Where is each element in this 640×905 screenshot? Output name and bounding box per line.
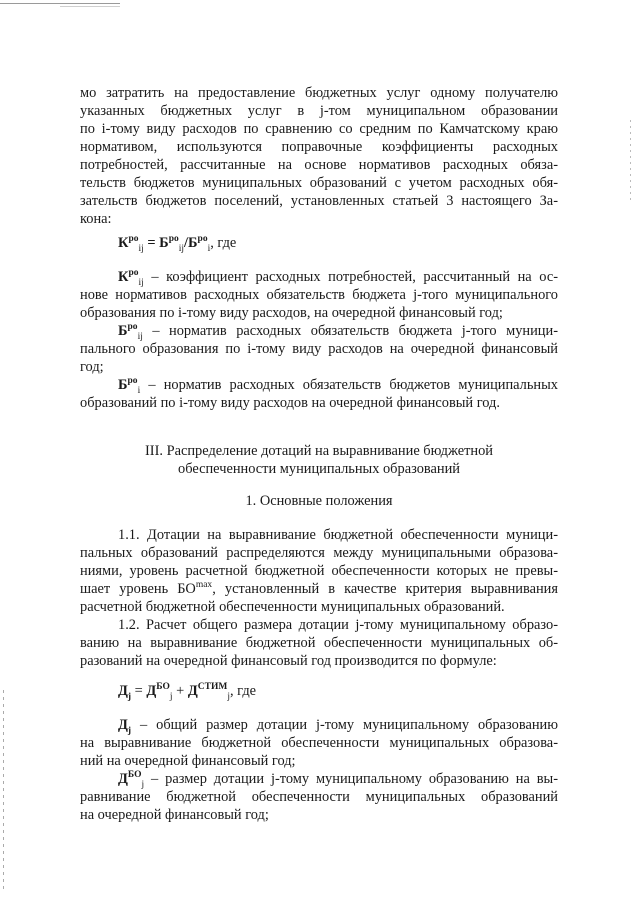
- text-line: [80, 580, 558, 598]
- formula-symbol: Д: [187, 683, 198, 699]
- formula-operator: /: [184, 235, 189, 251]
- definitions-d: [80, 716, 558, 824]
- definition-line: [80, 268, 558, 286]
- formula-sup: ро: [197, 234, 208, 245]
- scan-artifact-line: [60, 6, 120, 7]
- formula-k: [118, 234, 418, 252]
- text-line: кона:: [80, 211, 112, 227]
- term-sub: ij: [137, 331, 143, 342]
- term-symbol: Б: [118, 377, 128, 393]
- subsection-heading: [80, 492, 558, 510]
- text-line: образования по i-тому виду расходов, на очередной финансовый год;: [80, 305, 503, 321]
- formula-sub: i: [207, 243, 211, 254]
- scan-artifact-edge: [3, 690, 4, 890]
- text-line: 1.2. Расчет общего размера дотации j-тому муниципальному образо-: [118, 617, 558, 633]
- text-line: на очередной финансовый год;: [80, 807, 269, 823]
- definition-text: – коэффициент расходных потребностей, рассчитанный на ос-: [143, 269, 558, 285]
- term-symbol: Д: [118, 771, 128, 787]
- text-sup: max: [195, 580, 213, 591]
- text-line: пального образования по i-тому виду расходов на очередной финансовый: [80, 341, 558, 357]
- paragraph-1-1: [80, 526, 558, 616]
- definition-text: – норматив расходных обязательств бюджета j-того муници-: [142, 323, 558, 339]
- definition-text: – норматив расходных обязательств бюджетов муниципальных: [140, 377, 558, 393]
- formula-operator: =: [131, 683, 147, 699]
- text-line: указанных бюджетных услуг в j-том муниципальном образовании: [80, 103, 558, 119]
- definition-line: [80, 322, 558, 340]
- formula-sub: ij: [138, 243, 144, 254]
- formula-sub: j: [127, 691, 132, 702]
- formula-sub: j: [169, 691, 173, 702]
- text-line: ний на очередной финансовый год;: [80, 753, 296, 769]
- intro-paragraph: [80, 84, 558, 228]
- text-line: нове нормативов расходных обязательств бюджета j-того муниципального: [80, 287, 558, 303]
- formula-symbol: К: [118, 235, 129, 251]
- text-line: равнивание бюджетной обеспеченности муниципальных образований: [80, 789, 558, 805]
- definition-text: – общий размер дотации j-тому муниципальному образованию: [131, 717, 558, 733]
- text-line: зательств бюджетов поселений, установленных статьей 3 настоящего За-: [80, 193, 558, 209]
- section-title-line: III. Распределение дотаций на выравнивание бюджетной: [145, 443, 493, 459]
- formula-symbol: Д: [118, 683, 128, 699]
- subsection-title: 1. Основные положения: [245, 493, 393, 509]
- section-title-line: обеспеченности муниципальных образований: [178, 461, 460, 477]
- formula-sup: ро: [168, 234, 179, 245]
- formula-d: [118, 682, 418, 700]
- formula-operator: =: [143, 235, 160, 251]
- text-line: нормативом, используются поправочные коэффициенты расходных: [80, 139, 558, 155]
- text-line: год;: [80, 359, 104, 375]
- term-sub: j: [141, 779, 145, 790]
- term-sub: j: [127, 725, 132, 736]
- text-line: ванию на выравнивание бюджетной обеспеченности муниципальных об-: [80, 635, 558, 651]
- text-segment: , установленный в качестве критерия выравнивания: [212, 581, 558, 597]
- formula-sup: СТИМ: [197, 682, 228, 693]
- term-sup: ро: [127, 376, 138, 387]
- text-line: мо затратить на предоставление бюджетных услуг одному получателю: [80, 85, 558, 101]
- term-symbol: К: [118, 269, 129, 285]
- text-line: 1.1. Дотации на выравнивание бюджетной обеспеченности муници-: [118, 527, 558, 543]
- definition-line: [80, 770, 558, 788]
- term-sub: ij: [138, 277, 144, 288]
- text-segment: шает уровень БО: [80, 581, 196, 597]
- formula-sup: БО: [156, 682, 170, 693]
- term-sup: БО: [127, 770, 142, 781]
- definitions-k: [80, 268, 558, 412]
- paragraph-1-2: [80, 616, 558, 670]
- term-symbol: Б: [118, 323, 128, 339]
- scan-artifact-edge: [630, 120, 631, 200]
- formula-symbol: Д: [146, 683, 157, 699]
- text-line: разований на очередной финансовый год производится по формуле:: [80, 653, 497, 669]
- text-line: по i-тому виду расходов по сравнению со средним по Камчатскому краю: [80, 121, 558, 137]
- scan-artifact-line: [0, 3, 120, 4]
- term-sup: ро: [128, 268, 139, 279]
- formula-sub: j: [227, 691, 230, 702]
- text-line: пальных образований распределяются между муниципальными образова-: [80, 545, 558, 561]
- text-line: расчетной бюджетной обеспеченности муниципальных образований.: [80, 599, 505, 615]
- formula-symbol: Б: [188, 235, 198, 251]
- formula-sub: ij: [178, 243, 185, 254]
- definition-text: – размер дотации j-тому муниципальному образованию на вы-: [144, 771, 558, 787]
- text-line: на выравнивание бюджетной обеспеченности муниципальных образова-: [80, 735, 558, 751]
- section-heading: [80, 442, 558, 478]
- formula-tail: , где: [210, 235, 237, 251]
- term-sub: i: [137, 385, 141, 396]
- formula-operator: +: [172, 683, 188, 699]
- formula-symbol: Б: [159, 235, 169, 251]
- definition-line: [80, 376, 558, 394]
- formula-sup: ро: [128, 234, 139, 245]
- term-sup: ро: [127, 322, 138, 333]
- text-line: тельств бюджетов муниципальных образований с учетом расходных обя-: [80, 175, 558, 191]
- definition-line: [80, 716, 558, 734]
- term-symbol: Д: [118, 717, 128, 733]
- formula-tail: , где: [229, 683, 257, 699]
- text-line: ниями, уровень расчетной бюджетной обеспеченности которых не превы-: [80, 563, 558, 579]
- text-line: потребностей, рассчитанные на основе нормативов расходных обяза-: [80, 157, 558, 173]
- text-line: образований по i-тому виду расходов на очередной финансовый год.: [80, 395, 500, 411]
